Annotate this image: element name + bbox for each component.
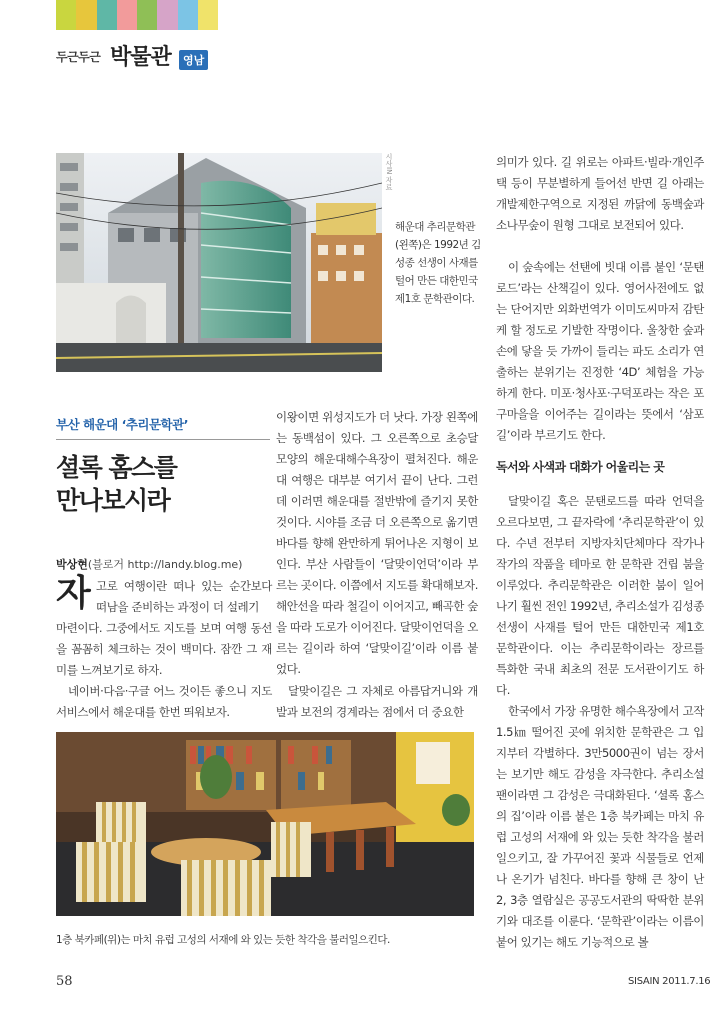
color-strip (56, 0, 218, 30)
body-paragraph: 한국에서 가장 유명한 해수욕장에서 고작 1.5㎞ 떨어진 곳에 위치한 문학관은 그 입지부터 각별하다. 3만5000권이 넘는 장서는 보기만 해도 감성을 자극한다. 추리소설 팬이라면 그 감성은 극대화된다. ‘셜록 홈스의 집’이라 이름 붙은 1층 북카페는 마치 유럽 고성의 서재에 와 있는 듯한 착각을 불러일으키고, 잘 가꾸어진 꽃과 식물들로 언제나 온기가 넘친다. 바다를 향해 큰 창이 난 2, 3층 열람실은 공공도서관의 딱딱한 분위기와 대조를 이룬다. ‘문학관’이라는 이름이 붙어 있기는 해도 기능적으로 볼 (496, 704, 704, 949)
region-badge: 영남 (179, 50, 208, 70)
lead-paragraph-continued: 마련이다. 그중에서도 지도를 보며 여행 동선을 꼼꼼히 체크하는 것이 백미다. 잠깐 그 재미를 느껴보기로 하자. (56, 621, 272, 677)
bookcafe-photo (56, 732, 474, 916)
drop-cap: 자 (56, 573, 91, 614)
headline-line-1: 셜록 홈스를 (56, 453, 177, 482)
section-subhead: 독서와 사색과 대화가 어울리는 곳 (496, 460, 665, 474)
headline-line-2: 만나보시라 (56, 486, 170, 515)
body-paragraph: 이왕이면 위성지도가 더 낫다. 가장 왼쪽에는 동백섬이 있다. 그 오른쪽으로 초승달 모양의 해운대해수욕장이 펼쳐진다. 해운대 여행은 대부분 여기서 끝이 난다. 그런데 이러면 해운대를 절반밖에 즐기지 못한 것이다. 시야를 조금 더 오른쪽으로 옮기면 바다를 향해 완만하게 튀어나온 지형이 보인다. 부산 사람들이 ‘달맞이언덕’이라 부르는 곳이다. 이쯤에서 지도를 확대해보자. 해안선을 따라 철길이 이어지고, 빼곡한 숲을 따라 도로가 이어진다. 달맞이언덕을 오르는 길이라 하여 ‘달맞이길’이라 이름 붙었다. (276, 410, 478, 676)
photo-credit: 시사IN 자료 (385, 153, 393, 191)
body-paragraph: 네이버·다음·구글 어느 것이든 좋으니 지도 서비스에서 해운대를 한번 띄워보자. (56, 684, 272, 719)
author-note: (블로거 http://landy.blog.me) (87, 558, 243, 571)
body-paragraph: 달맞이길은 그 자체로 아름답거니와 개발과 보전의 경계라는 점에서 더 중요한 (276, 684, 478, 719)
article-kicker: 부산 해운대 ‘추리문학관’ (56, 415, 270, 440)
body-paragraph: 달맞이길 혹은 문탠로드를 따라 언덕을 오르다보면, 그 끝자락에 ‘추리문학관’이 있다. 수년 전부터 지방자치단체마다 작가나 작가의 작품을 테마로 한 문학관 건립 붐을 이루었다. 추리문학관은 이러한 붐이 일어나기 훨씬 전인 1992년, 추리소설가 김성종 선생이 사재를 털어 만든 대한민국 제1호 문학관이다. 이는 추리문학이라는 장르를 특화한 국내 최초의 전문 도서관이기도 하다. (496, 494, 704, 697)
body-paragraph: 이 숲속에는 선탠에 빗대 이름 붙인 ‘문탠로드’라는 산책길이 있다. 영어사전에도 없는 단어지만 외화번역가 이미도씨마저 감탄케 할 정도로 기발한 작명이다. 울창한 숲과 손에 닿을 듯 가까이 들리는 파도 소리가 연출하는 분위기는 진정한 ‘4D’ 체험을 가능하게 한다. 미포·청사포·구덕포라는 작은 포구마을을 이어주는 길이라는 뜻에서 ‘삼포길’이라 부르기도 한다. (496, 260, 704, 442)
photo-caption: 해운대 추리문학관(왼쪽)은 1992년 김성종 선생이 사재를 털어 만든 대한민국 제1호 문학관이다. (395, 221, 481, 305)
lead-paragraph: 고로 여행이란 떠나 있는 순간보다 떠남을 준비하는 과정이 더 설레기 (96, 579, 272, 614)
building-photo (56, 153, 382, 372)
issue-date: SISAIN 2011.7.16 (628, 976, 711, 987)
photo-caption: 1층 북카페(위)는 마치 유럽 고성의 서재에 와 있는 듯한 착각을 불러일으킨다. (56, 934, 390, 946)
series-label: 두근두근 (56, 50, 101, 64)
body-paragraph: 의미가 있다. 길 위로는 아파트·빌라·개인주택 등이 무분별하게 들어선 반면 길 아래는 개발제한구역으로 지정된 까닭에 동백숲과 소나무숲이 원형 그대로 보전되어 있다. (496, 155, 704, 232)
author-name: 박상현 (56, 558, 88, 571)
section-title: 박물관 (110, 45, 171, 70)
byline (56, 556, 242, 572)
page-number: 58 (56, 974, 73, 989)
